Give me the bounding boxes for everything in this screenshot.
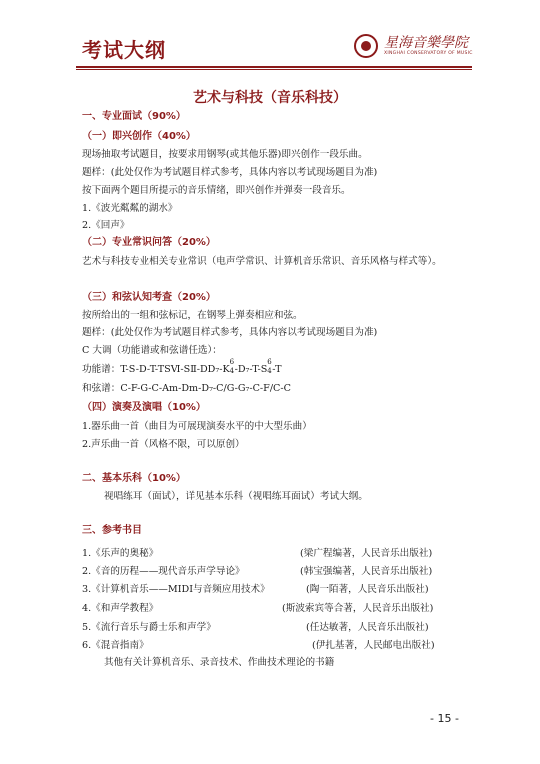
part-1-heading: （一）即兴创作（40%） [82,131,196,142]
function-notation-part-b: -D₇-T-S [234,364,268,375]
references-footer: 其他有关计算机音乐、录音技术、作曲技术理论的书籍 [104,657,335,668]
book-title: 5.《流行音乐与爵士乐和声学》 [82,622,216,633]
part-1-line-1: 现场抽取考试题目，按要求用钢琴(或其他乐器)即兴创作一段乐曲。 [82,149,368,160]
part-2-text: 艺术与科技专业相关专业常识（电声学常识、计算机音乐常识、音乐风格与样式等）。 [82,256,442,267]
function-notation-part-a: 功能谱：T-S-D-T-TSⅥ-SⅡ-DD₇-K [82,364,230,375]
part-1-item-2: 2.《回声》 [82,220,130,231]
part-3-line-2: 题样：(此处仅作为考试题目样式参考，具体内容以考试现场题目为准) [82,327,378,338]
function-sup-1: 6 [229,358,235,366]
part-4-item-2: 2.声乐曲一首（风格不限，可以原创） [82,439,245,450]
chord-notation: 和弦谱：C-F-G-C-Am-Dm-D₇-C/G-G₇-C-F/C-C [82,383,291,394]
part-3-heading: （三）和弦认知考查（20%） [82,292,216,303]
part-2-heading: （二）专业常识问答（20%） [82,237,216,248]
part-1-line-2: 题样：(此处仅作为考试题目样式参考，具体内容以考试现场题目为准) [82,167,378,178]
book-publisher: (伊扎基著，人民邮电出版社) [312,640,435,651]
book-title: 2.《音的历程——现代音乐声学导论》 [82,566,245,577]
part-1-line-3: 按下面两个题目所提示的音乐情绪，即兴创作并弹奏一段音乐。 [82,185,351,196]
book-title: 3.《计算机音乐——MIDI与音频应用技术》 [82,584,270,595]
book-title: 1.《乐声的奥秘》 [82,548,159,559]
book-publisher: (任达敏著，人民音乐出版社) [306,622,429,633]
function-sub-2: 4 [267,367,272,375]
section-3-heading: 三、参考书目 [82,525,142,536]
section-2-heading: 二、基本乐科（10%） [82,473,186,484]
section-2-text: 视唱练耳（面试），详见基本乐科（视唱练耳面试）考试大纲。 [104,491,368,502]
logo-subtitle: XINGHAI CONSERVATORY OF MUSIC [384,51,473,56]
page-number: - 15 - [430,712,459,725]
section-1-heading: 一、专业面试（90%） [82,111,186,122]
book-title: 4.《和声学教程》 [82,603,159,614]
document-title: 艺术与科技（音乐科技） [193,90,347,106]
book-publisher: (韩宝强编著，人民音乐出版社) [300,566,433,577]
book-publisher: (陶一陌著，人民音乐出版社) [306,584,429,595]
book-publisher: (斯波索宾等合著，人民音乐出版社) [282,603,434,614]
function-notation-part-c: -T [272,364,282,375]
part-4-heading: （四）演奏及演唱（10%） [82,402,206,413]
function-sub-1: 4 [229,367,235,375]
header-title: 考试大纲 [82,38,166,62]
part-3-line-3: C 大调（功能谱或和弦谱任选）： [82,345,222,356]
book-publisher: (梁广程编著，人民音乐出版社) [300,548,433,559]
part-3-line-1: 按所给出的一组和弦标记，在钢琴上弹奏相应和弦。 [82,310,303,321]
book-title: 6.《混音指南》 [82,640,149,651]
header-rule-thin [76,69,472,70]
part-1-item-1: 1.《波光粼粼的湖水》 [82,203,178,214]
function-notation [82,358,282,377]
school-seal-icon [354,34,378,58]
logo-name: 星海音樂學院 [384,35,468,51]
school-logo [354,30,473,64]
function-sup-2: 6 [267,358,272,366]
part-4-item-1: 1.器乐曲一首（曲目为可展现演奏水平的中大型乐曲） [82,421,312,432]
header-rule [76,66,472,68]
